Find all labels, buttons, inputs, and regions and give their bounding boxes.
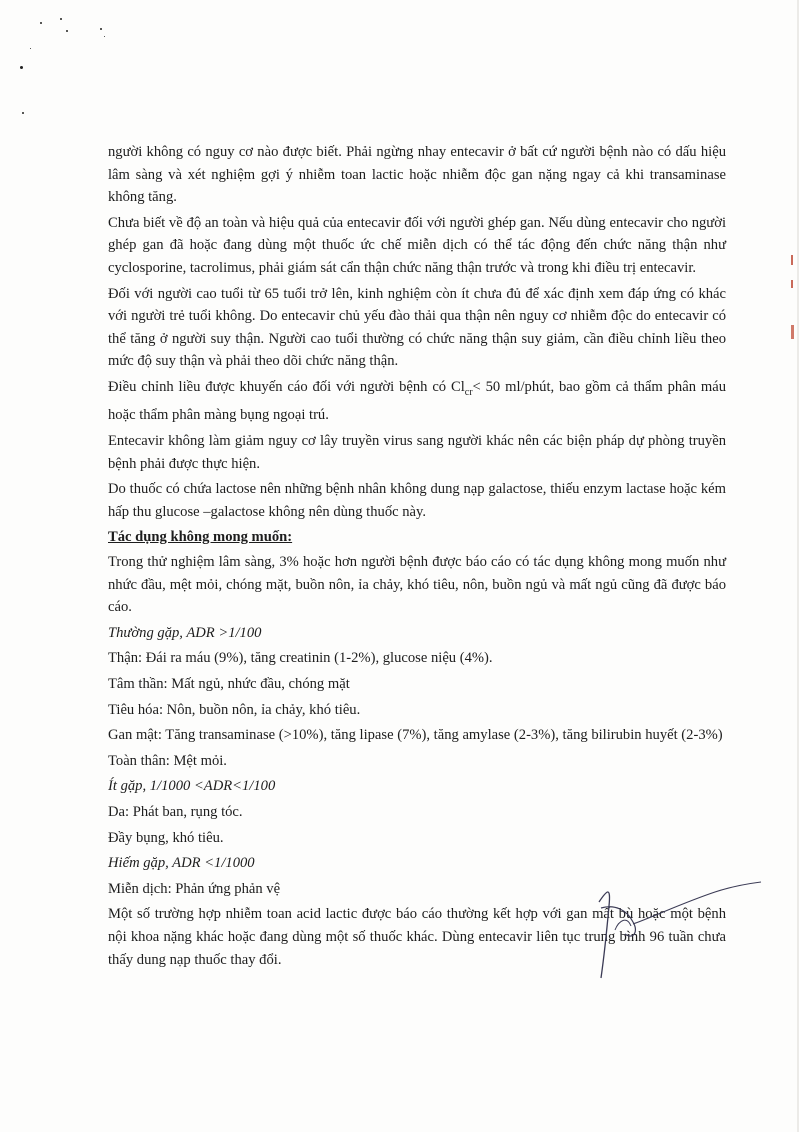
dose-text-before: Điều chỉnh liều được khuyến cáo đối với người bệnh có Cl — [108, 378, 465, 395]
scan-edge-marks — [779, 0, 799, 1132]
rare-adr-item: Miễn dịch: Phản ứng phản vệ — [108, 880, 281, 897]
adverse-intro: Trong thử nghiệm lâm sàng, 3% hoặc hơn người bệnh được báo cáo có tác dụng không mong muốn như nhức đầu, mệt mỏi, chóng mặt, buồn nôn, ỉa chảy, khó tiêu, nôn, buồn ngủ và mất ngủ cũng đã được báo cáo. — [108, 554, 726, 616]
uncommon-adr-item: Đầy bụng, khó tiêu. — [108, 829, 224, 846]
dose-subscript: cr — [464, 386, 473, 398]
common-adr-title: Thường gặp, ADR >1/100 — [108, 624, 262, 641]
common-adr-item: Tiêu hóa: Nôn, buồn nôn, ỉa chảy, khó tiêu. — [108, 701, 361, 718]
rare-adr-title: Hiếm gặp, ADR <1/1000 — [108, 855, 255, 872]
common-adr-item: Tâm thần: Mất ngủ, nhức đầu, chóng mặt — [108, 675, 350, 692]
adverse-effects-heading: Tác dụng không mong muốn: — [108, 529, 293, 546]
uncommon-adr-item: Da: Phát ban, rụng tóc. — [108, 803, 243, 820]
paragraph-dose-adjustment — [108, 376, 726, 427]
common-adr-item: Thận: Đái ra máu (9%), tăng creatinin (1-2%), glucose niệu (4%). — [108, 650, 493, 667]
document-body — [108, 141, 726, 974]
common-adr-item: Toàn thân: Mệt mỏi. — [108, 752, 227, 769]
paragraph-transmission: Entecavir không làm giảm nguy cơ lây truyền virus sang người khác nên các biện pháp dự phòng truyền bệnh phải được thực hiện. — [108, 433, 726, 472]
uncommon-adr-title: Ít gặp, 1/1000 <ADR<1/100 — [108, 778, 276, 795]
dose-text-after: < 50 ml/phút, bao gồm cả thẩm phân máu hoặc thẩm phân màng bụng ngoại trú. — [108, 378, 726, 424]
paragraph-liver-transplant: Chưa biết về độ an toàn và hiệu quả của entecavir đối với người ghép gan. Nếu dùng entecavir cho người ghép gan đã hoặc đang dùng một thuốc ức chế miễn dịch có thể tác động đến chức năng thận như cyclosporine, tacrolimus, phải giám sát cẩn thận chức năng thận trước và trong khi điều trị entecavir. — [108, 214, 726, 276]
adverse-closing: Một số trường hợp nhiễm toan acid lactic được báo cáo thường kết hợp với gan mất bù hoặc một bệnh nội khoa nặng khác hoặc đang dùng một số thuốc khác. Dùng entecavir liên tục trung bình 96 tuần chưa thấy dung nạp thuốc thay đổi. — [108, 906, 726, 968]
paragraph-elderly: Đối với người cao tuổi từ 65 tuổi trở lên, kinh nghiệm còn ít chưa đủ để xác định xem đáp ứng có khác với người trẻ tuổi không. Do entecavir chủ yếu đào thải qua thận nên nguy cơ nhiễm độc do entecavir có thể tăng ở người suy thận. Người cao tuổi thường có chức năng thận suy giảm, cần điều chỉnh liều theo mức độ suy thận và phải theo dõi chức năng thận. — [108, 285, 726, 370]
paragraph-lactose: Do thuốc có chứa lactose nên những bệnh nhân không dung nạp galactose, thiếu enzym lactase hoặc kém hấp thu glucose –galactose không nên dùng thuốc này. — [108, 481, 726, 520]
common-adr-item: Gan mật: Tăng transaminase (>10%), tăng lipase (7%), tăng amylase (2-3%), tăng bilirubin huyết (2-3%) — [108, 727, 723, 744]
paragraph-lactic-acidosis: người không có nguy cơ nào được biết. Phải ngừng nhay entecavir ở bất cứ người bệnh nào có dấu hiệu lâm sàng và xét nghiệm gợi ý nhiễm toan lactic hoặc nhiễm độc gan nặng ngay cả khi transaminase không tăng. — [108, 144, 726, 206]
